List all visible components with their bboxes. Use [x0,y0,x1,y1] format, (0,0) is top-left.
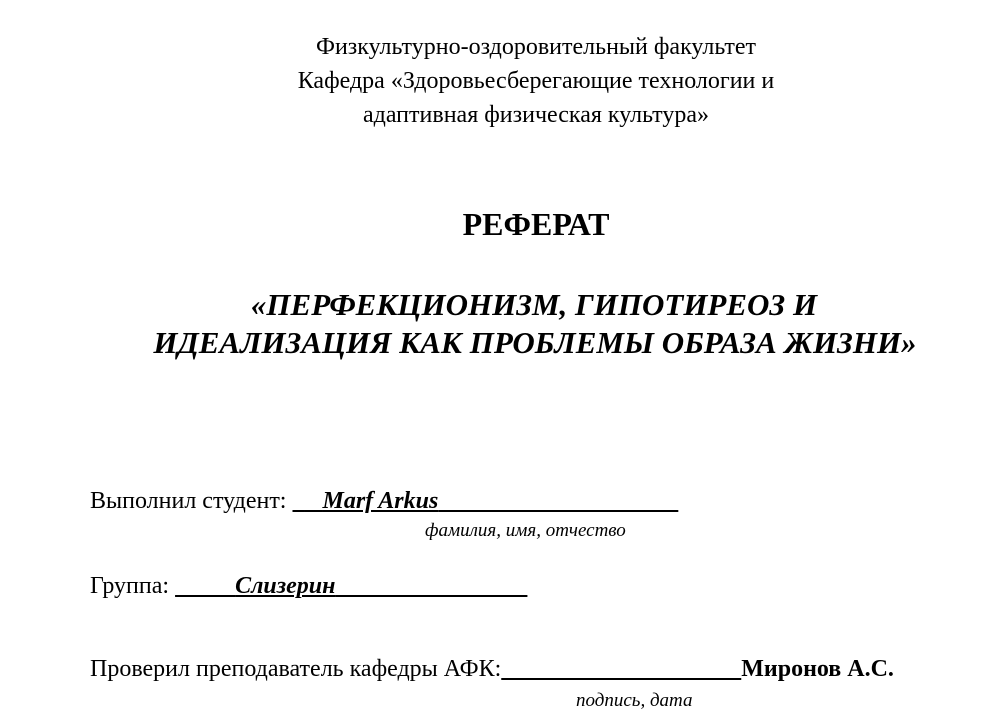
document-header [0,30,1000,132]
group-blank-right [335,573,527,599]
student-row [90,488,678,515]
group-value: Слизерин [235,573,336,599]
student-blank-right [438,488,678,514]
student-caption: фамилия, имя, отчество [425,520,626,541]
teacher-name: Миронов А.С. [741,656,894,682]
group-blank-left [175,573,235,599]
group-row [90,573,527,600]
essay-topic-line1: «ПЕРФЕКЦИОНИЗМ, ГИПОТИРЕОЗ И [250,287,818,322]
student-blank-left2 [304,488,322,514]
essay-topic [0,286,1000,362]
document-type-title: РЕФЕРАТ [462,206,610,242]
department-name-line2: адаптивная физическая культура» [362,102,710,128]
signature-blank [501,656,741,682]
group-label: Группа: [90,573,170,599]
student-label: Выполнил студент: [90,488,287,514]
essay-topic-line2: ИДЕАЛИЗАЦИЯ КАК ПРОБЛЕМЫ ОБРАЗА ЖИЗНИ» [153,325,917,360]
checked-by-row [90,656,894,683]
student-blank-left [292,488,304,514]
checked-by-label: Проверил преподаватель кафедры АФК: [90,656,502,682]
student-name-value: Marf Arkus [322,488,439,514]
department-name-line1: Кафедра «Здоровьесберегающие технологии и [297,68,775,94]
signature-caption: подпись, дата [576,690,693,711]
faculty-name: Физкультурно-оздоровительный факультет [316,34,756,60]
